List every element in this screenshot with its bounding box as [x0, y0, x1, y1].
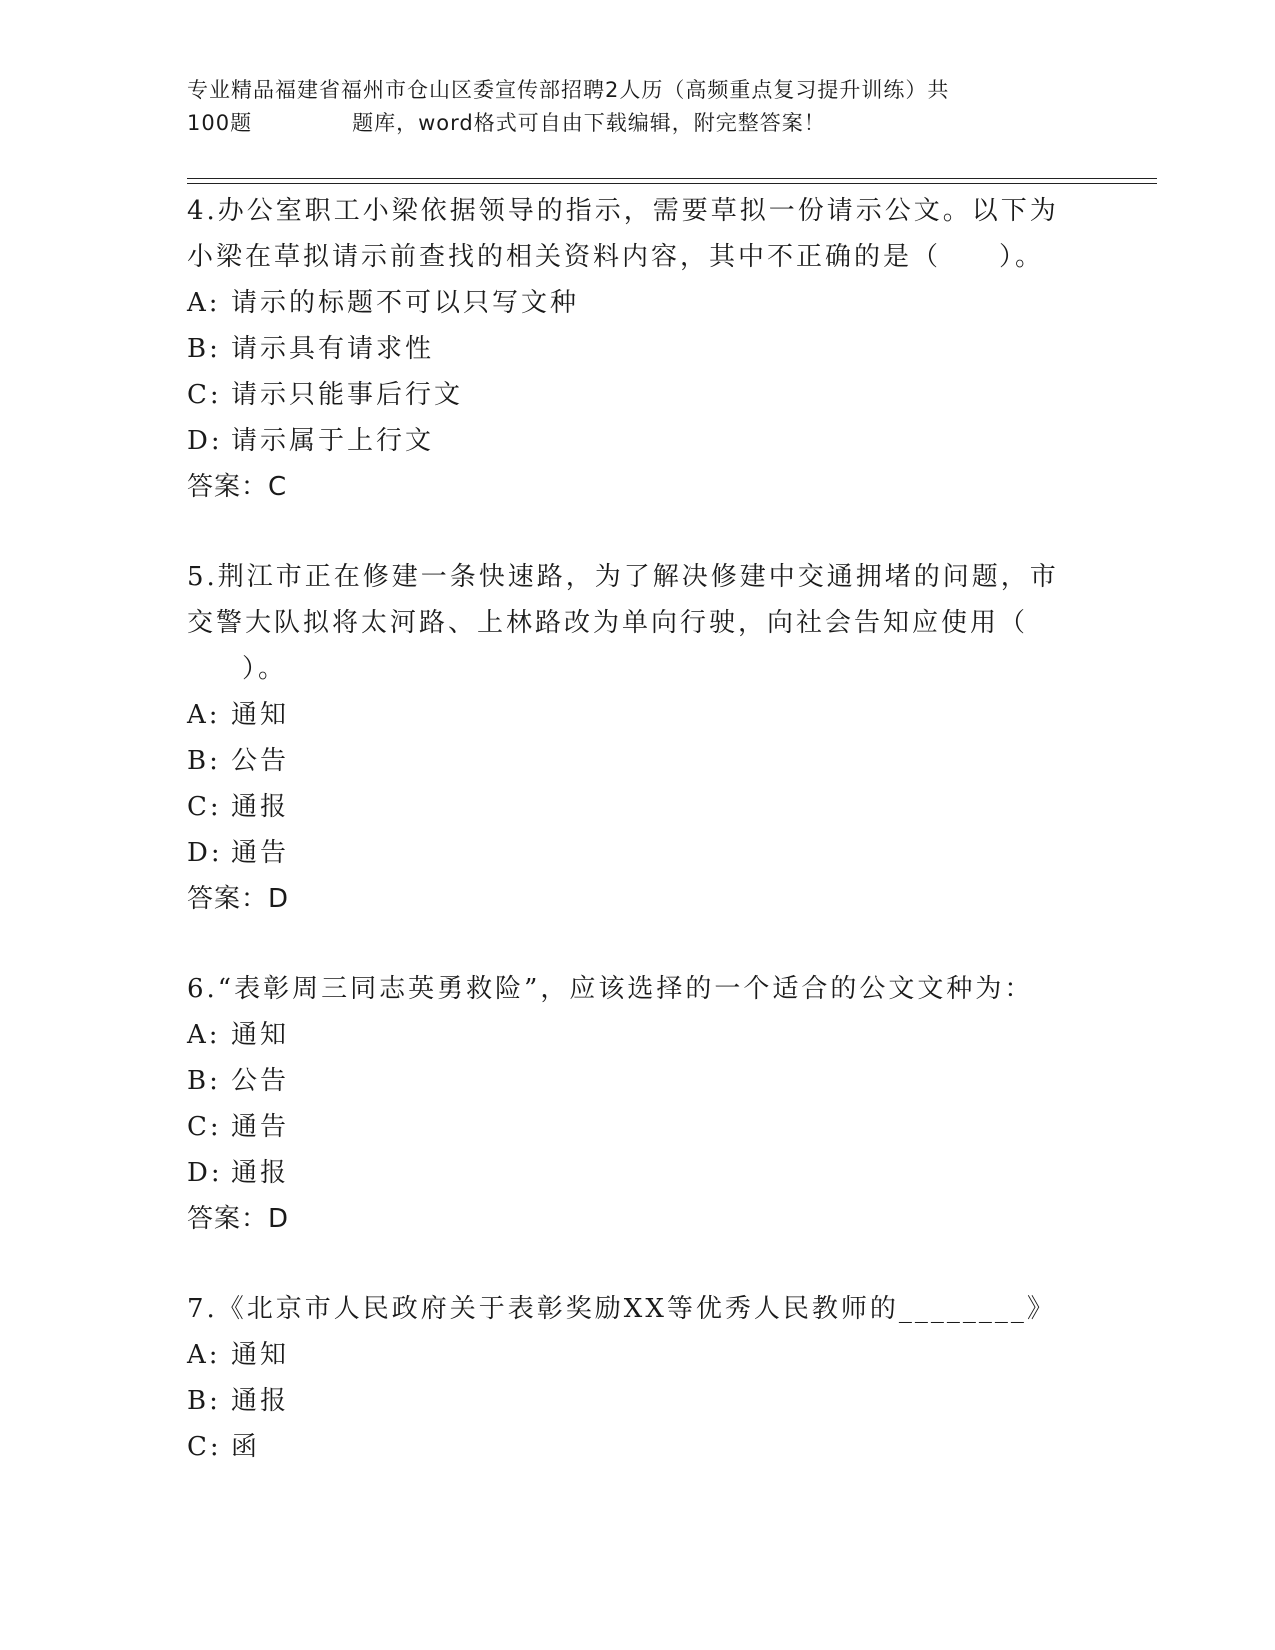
option-text: 通知 [231, 1020, 290, 1050]
question-6-option-c [187, 1104, 1087, 1150]
option-text: 公告 [231, 746, 290, 776]
question-4-line-2: 小梁在草拟请示前查找的相关资料内容，其中不正确的是（ ）。 [187, 242, 1045, 272]
option-letter: B: [187, 334, 221, 364]
question-5-option-b [187, 738, 1087, 784]
header-description: 题库，word格式可自由下载编辑，附完整答案！ [352, 111, 826, 135]
question-5-option-d [187, 830, 1087, 876]
document-header [187, 74, 1077, 140]
option-letter: C: [187, 1112, 222, 1142]
option-letter: D: [187, 838, 223, 868]
question-5-answer: 答案：D [187, 884, 290, 914]
option-letter: A: [187, 700, 221, 730]
question-4-option-c [187, 372, 1087, 418]
question-5-text [187, 554, 1087, 692]
option-text: 公告 [231, 1066, 290, 1096]
question-6-option-d [187, 1150, 1087, 1196]
question-list [187, 188, 1087, 1470]
question-6-answer: 答案：D [187, 1204, 290, 1234]
option-letter: A: [187, 288, 221, 318]
header-divider-bottom [187, 183, 1157, 184]
option-text: 函 [231, 1432, 261, 1462]
question-6-option-b [187, 1058, 1087, 1104]
question-5-option-a [187, 692, 1087, 738]
header-divider-top [187, 178, 1157, 179]
question-6-line-1: 6.“表彰周三同志英勇救险”，应该选择的一个适合的公文文种为： [187, 974, 1034, 1004]
option-letter: A: [187, 1020, 221, 1050]
header-question-count: 100题 [187, 111, 253, 135]
question-7 [187, 1286, 1087, 1470]
option-text: 通告 [231, 838, 290, 868]
question-4-line-1: 4.办公室职工小梁依据领导的指示，需要草拟一份请示公文。以下为 [187, 196, 1059, 226]
option-letter: D: [187, 426, 223, 456]
header-title-line-2 [187, 107, 1077, 140]
option-letter: B: [187, 1066, 221, 1096]
question-4-text [187, 188, 1087, 280]
question-5-option-c [187, 784, 1087, 830]
question-5-line-1: 5.荆江市正在修建一条快速路，为了解决修建中交通拥堵的问题，市 [187, 562, 1059, 592]
option-letter: D: [187, 1158, 223, 1188]
question-6-option-a [187, 1012, 1087, 1058]
option-letter: B: [187, 746, 221, 776]
option-letter: C: [187, 380, 222, 410]
option-letter: C: [187, 792, 222, 822]
option-letter: A: [187, 1340, 221, 1370]
question-5-line-2: 交警大队拟将太河路、上林路改为单向行驶，向社会告知应使用（ [187, 608, 1029, 638]
option-text: 通知 [231, 1340, 290, 1370]
option-text: 通知 [231, 700, 290, 730]
header-title-line-1: 专业精品福建省福州市仓山区委宣传部招聘2人历（高频重点复习提升训练）共 [187, 78, 950, 102]
question-7-option-a [187, 1332, 1087, 1378]
question-4-option-a [187, 280, 1087, 326]
question-7-text [187, 1286, 1087, 1332]
question-4-answer: 答案：C [187, 472, 288, 502]
question-7-option-c [187, 1424, 1087, 1470]
option-text: 通报 [231, 792, 290, 822]
question-4-option-d [187, 418, 1087, 464]
option-text: 通报 [231, 1158, 290, 1188]
question-5-line-3: ）。 [242, 654, 288, 684]
question-4-option-b [187, 326, 1087, 372]
option-letter: C: [187, 1432, 222, 1462]
question-6-text [187, 966, 1087, 1012]
option-text: 通报 [231, 1386, 290, 1416]
question-5 [187, 554, 1087, 922]
option-text: 请示属于上行文 [231, 426, 435, 456]
option-text: 请示具有请求性 [231, 334, 435, 364]
question-4 [187, 188, 1087, 510]
option-text: 请示的标题不可以只写文种 [231, 288, 580, 318]
option-text: 请示只能事后行文 [231, 380, 464, 410]
question-7-option-b [187, 1378, 1087, 1424]
question-6 [187, 966, 1087, 1242]
option-text: 通告 [231, 1112, 290, 1142]
option-letter: B: [187, 1386, 221, 1416]
question-7-line-1: 7.《北京市人民政府关于表彰奖励XX等优秀人民教师的________》 [187, 1294, 1056, 1324]
